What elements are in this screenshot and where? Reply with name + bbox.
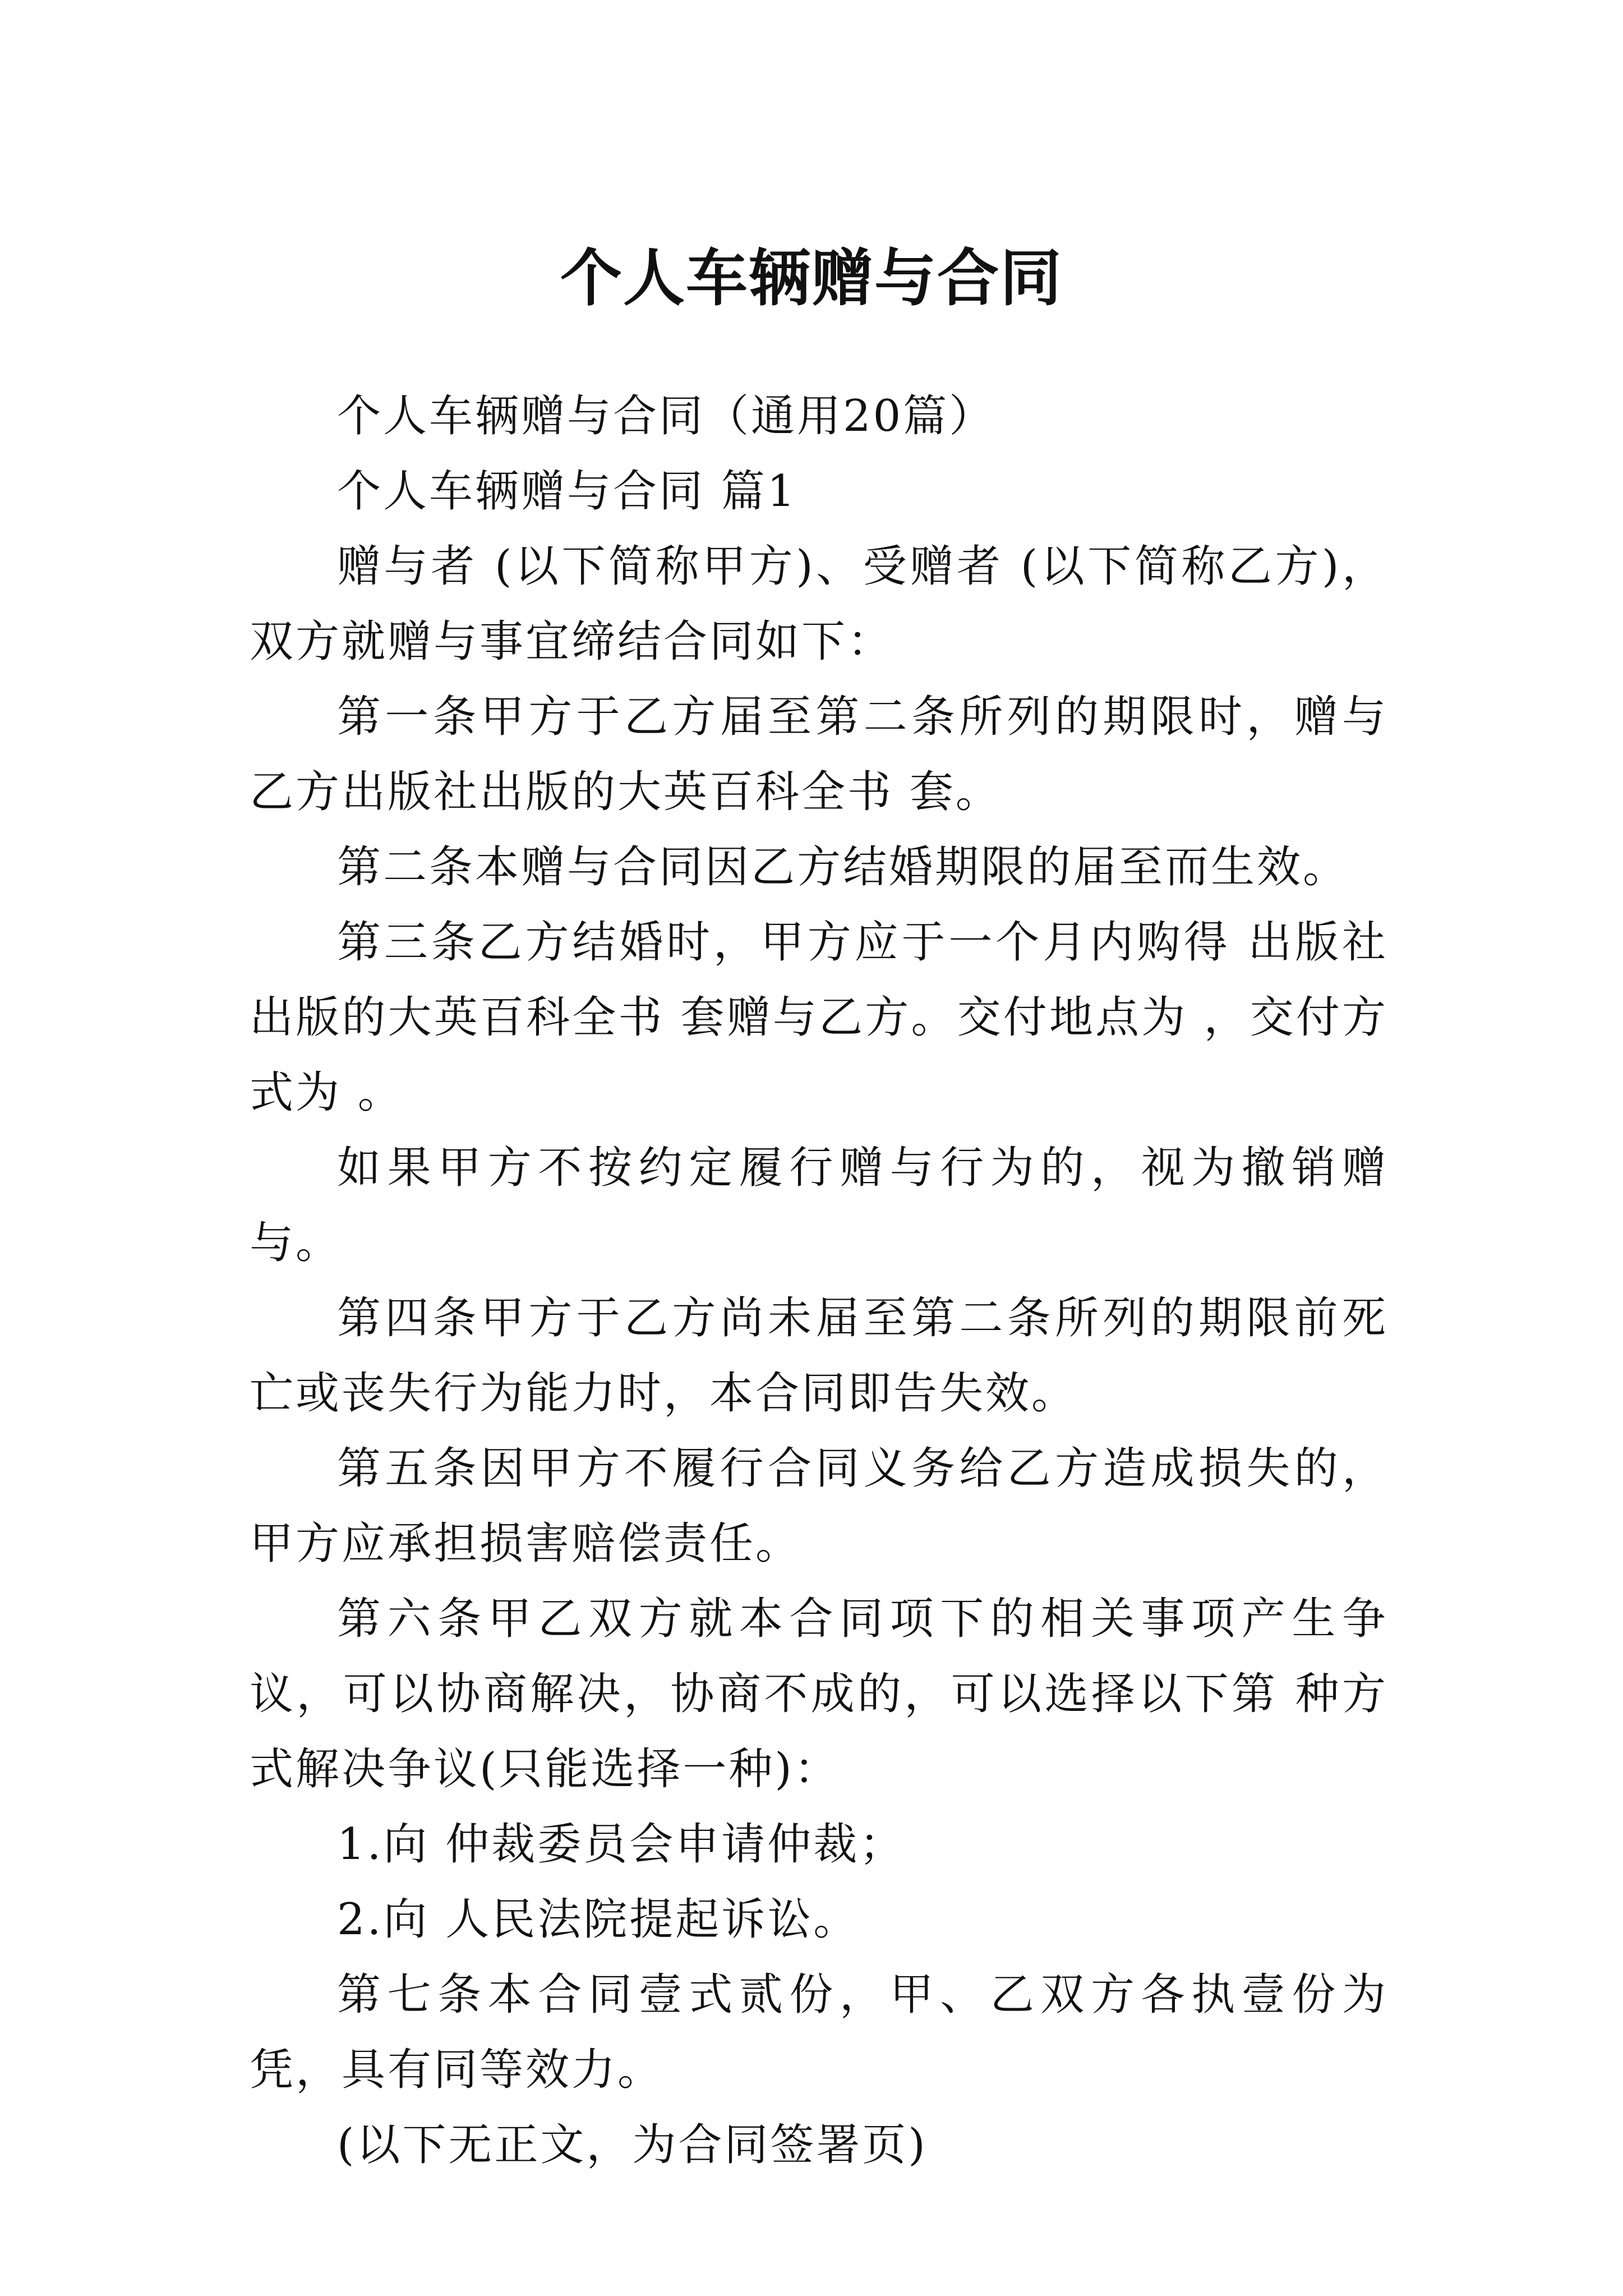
document-title: 个人车辆赠与合同 [560,241,1063,314]
article-5-paragraph: 第五条因甲方不履行合同义务给乙方造成损失的，甲方应承担损害赔偿责任。 [250,1443,1388,1569]
closing-note: (以下无正文，为合同签署页) [337,2120,928,2170]
revocation-paragraph: 如果甲方不按约定履行赠与行为的，视为撤销赠与。 [250,1143,1388,1268]
article-6-paragraph: 第六条甲乙双方就本合同项下的相关事项产生争议，可以协商解决，协商不成的，可以选择以下第 种方式解决争议(只能选择一种)： [250,1594,1388,1795]
article-1-paragraph: 第一条甲方于乙方届至第二条所列的期限时，赠与乙方出版社出版的大英百科全书 套。 [250,692,1388,817]
document-body [250,379,1388,2183]
article-4-paragraph: 第四条甲方于乙方尚未届至第二条所列的期限前死亡或丧失行为能力时，本合同即告失效。 [250,1293,1388,1419]
article-3-paragraph: 第三条乙方结婚时，甲方应于一个月内购得 出版社出版的大英百科全书 套赠与乙方。交付地点为 ，交付方式为 。 [250,917,1388,1118]
arbitration-option: 1.向 仲裁委员会申请仲裁； [337,1819,906,1870]
article-2-paragraph: 第二条本赠与合同因乙方结婚期限的届至而生效。 [337,842,1349,892]
article-7-paragraph: 第七条本合同壹式贰份，甲、乙双方各执壹份为凭，具有同等效力。 [250,1970,1388,2095]
subtitle-paragraph: 个人车辆赠与合同（通用20篇） [337,391,995,441]
section-heading: 个人车辆赠与合同 篇1 [337,466,797,517]
litigation-option: 2.向 人民法院提起诉讼。 [337,1894,860,1945]
intro-paragraph: 赠与者 (以下简称甲方)、受赠者 (以下简称乙方)，双方就赠与事宜缔结合同如下： [250,541,1388,667]
